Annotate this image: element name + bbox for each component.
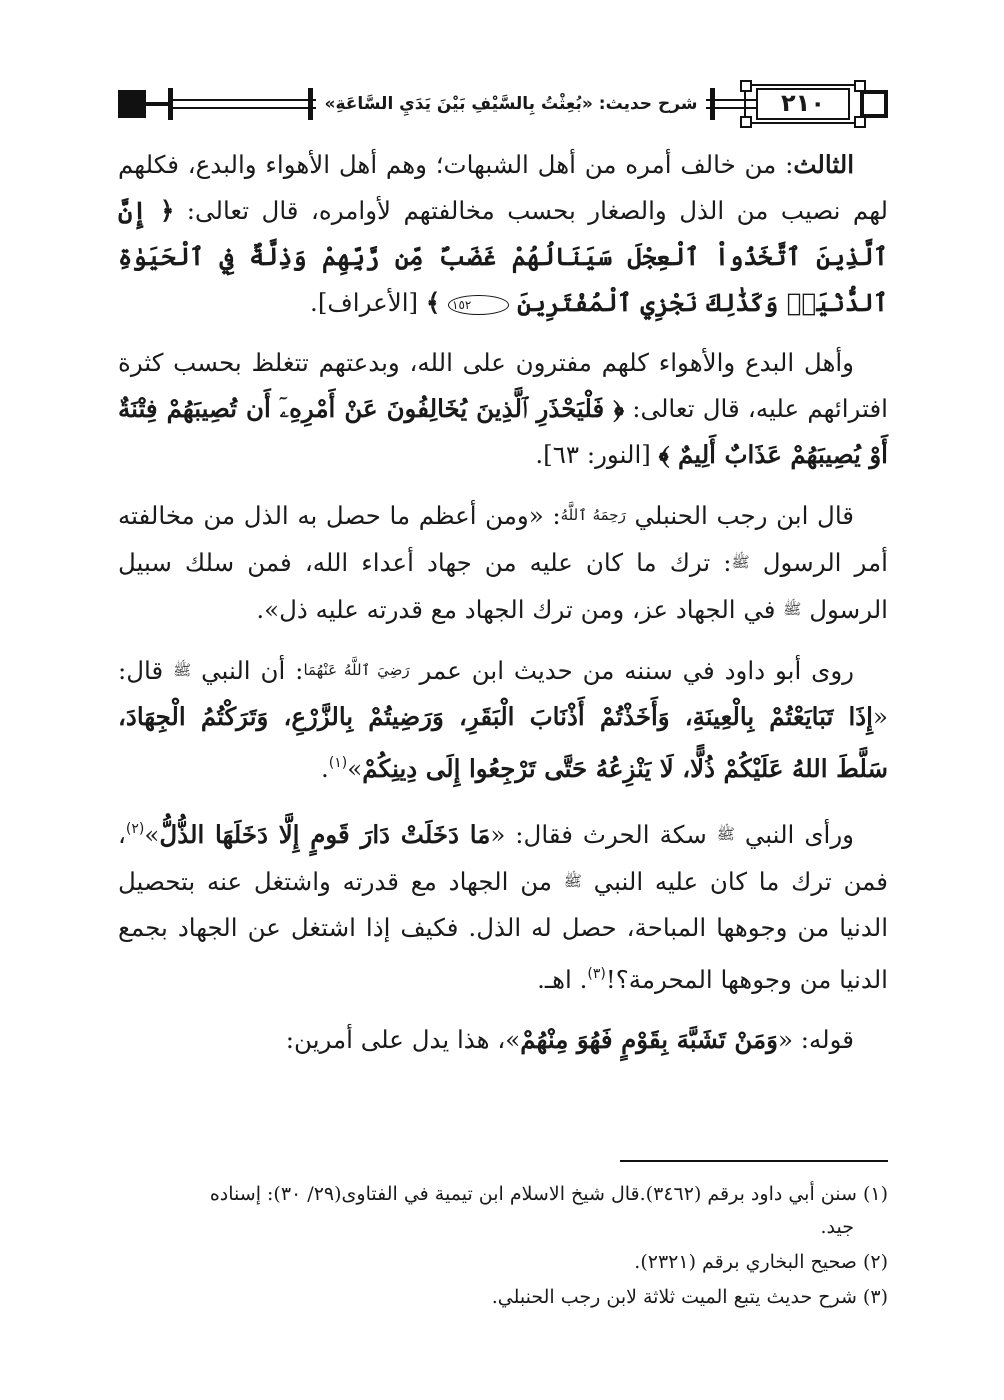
text-run: : من خالف أمره من أهل الشبهات؛ وهم أهل الأهواء والبدع، فكلهم لهم نصيب من الذل والصغار بحسب مخالفتهم لأوامره، قال تعالى: [118,150,888,225]
header-left-square [118,90,146,118]
text-run: وأهل البدع والأهواء كلهم مفترون على الله، وبدعتهم تتغلظ بحسب كثرة افترائهم عليه، قال تعالى: [118,348,888,423]
footnote-1 [118,1178,888,1244]
text-run: روى أبو داود في سننه من حديث ابن عمر [409,656,854,685]
honorific: ﷺ [783,600,802,618]
text-run: : ترك ما كان عليه من جهاد أعداء الله، فمن سلك سبيل الرسول [118,548,888,624]
text-run: : أن النبي [191,656,304,685]
footnotes [118,1178,888,1316]
paragraph-ibn-rajab [118,492,888,633]
paragraph-innovators [118,340,888,478]
footnote-text: (١) سنن أبي داود برقم (٣٤٦٢).قال شيخ الاسلام ابن تيمية في الفتاوى(٢٩/ ٣٠): إسناده [209,1183,888,1205]
surah-reference: [الأعراف]. [310,288,426,317]
text-run: : «ومن أعظم ما حصل به الذل من مخالفته أمر الرسول [118,501,888,577]
footnote-continuation: جيد. [820,1216,854,1238]
quran-verse: ﴿ إِنَّ ٱلَّذِينَ ٱتَّخَذُواْ ٱلْعِجْلَ سَيَنَالُهُمْ غَضَبٌ مِّن رَّبِّهِمْ وَذِلَّةٌ فِي ٱلْحَيَوٰةِ ٱلدُّنْيَاۚ وَكَذَٰلِكَ نَجْزِي ٱلْمُفْتَرِينَ [118,196,888,317]
paragraph-third-category [118,142,888,326]
honorific: ﷺ [173,661,192,679]
quran-close: ﴾ [425,288,441,317]
footnote-marker[interactable]: (١) [328,755,348,771]
hadith-text: مَا دَخَلَتْ دَارَ قَومٍ إِلَّا دَخَلَهَا الذُّلُّ [159,820,491,849]
text-run: ، فمن ترك ما كان عليه النبي [118,820,888,896]
ayah-number: ١٥٢ [448,295,509,315]
paragraph-resemblance [118,1017,888,1063]
text-run: ورأى النبي [734,820,854,849]
main-text [118,142,888,1077]
footnote-2 [118,1246,888,1279]
header-title-bar-right [710,88,715,120]
footnote-3 [118,1281,888,1314]
footnote-text: (٣) شرح حديث يتبع الميت ثلاثة لابن رجب الحنبلي. [491,1286,888,1308]
honorific: رَضِيَ ٱللَّهُ عَنْهُمَا [303,661,410,679]
text-run: سكة الحرث فقال: « [490,820,717,849]
hadith-text: وَمَنْ تَشَبَّهَ بِقَوْمٍ فَهُوَ مِنْهُمْ [520,1025,778,1054]
text-run: » [347,754,363,783]
header-left-bar [168,88,173,120]
header-right-square [860,90,888,118]
honorific: ﷺ [563,872,582,890]
paragraph-plough [118,806,888,1003]
text-run: » [144,820,160,849]
text-run: . [320,754,329,783]
page-header [118,82,888,126]
text-run: قوله: « [777,1025,854,1054]
text-run: . اهـ. [537,965,588,994]
header-title-bar-left [308,88,313,120]
running-title: شرح حديث: «بُعِثْتُ بِالسَّيْفِ بَيْنَ يَدَيِ السَّاعَةِ» [316,89,706,119]
text-run: من الجهاد مع قدرته واشتغل عنه بتحصيل الدنيا من وجوهها المباحة، حصل له الذل. فكيف إذا اشتغل عن الجهاد بجمع الدنيا من وجوهها المحرمة؟! [118,867,888,994]
page-number: ٢١٠ [781,89,825,117]
text-run: »، هذا يدل على أمرين: [285,1025,521,1054]
honorific: ﷺ [716,825,735,843]
honorific: رَحِمَهُ ٱللَّهُ [560,506,626,524]
footnote-text: (٢) صحيح البخاري برقم (٢٣٢١). [634,1251,888,1273]
header-left-rule [146,102,168,106]
page-number-box [744,84,862,124]
honorific: ﷺ [731,553,750,571]
text-run: في الجهاد عز، ومن ترك الجهاد مع قدرته عليه ذل». [256,595,784,624]
quran-verse: ﴿ فَلْيَحْذَرِ ٱلَّذِينَ يُخَالِفُونَ عَنْ أَمْرِهِۦٓ أَن تُصِيبَهُمْ فِتْنَةٌ أَوْ يُصِيبَهُمْ عَذَابٌ أَلِيمٌ ﴾ [118,394,888,469]
surah-reference: [النور: ٦٣]. [535,440,659,469]
text-run: قال: « [118,656,888,731]
footnote-separator [620,1160,888,1162]
footnote-marker[interactable]: (٢) [125,821,145,837]
paragraph-lead: الثالث [793,150,854,179]
text-run: قال ابن رجب الحنبلي [625,501,854,530]
footnote-marker[interactable]: (٣) [587,966,606,982]
paragraph-abu-dawud [118,647,888,792]
hadith-text: إِذَا تَبَايَعْتُمْ بِالْعِينَةِ، وَأَخَذْتُمْ أَذْنَابَ الْبَقَرِ، وَرَضِيتُمْ بِالزَّرْعِ، وَتَرَكْتُمُ الْجِهَادَ، سَلَّطَ اللهُ عَلَيْكُمْ ذُلًّا، لَا يَنْزِعُهُ حَتَّى تَرْجِعُوا إِلَى دِينِكُمْ [118,702,888,783]
